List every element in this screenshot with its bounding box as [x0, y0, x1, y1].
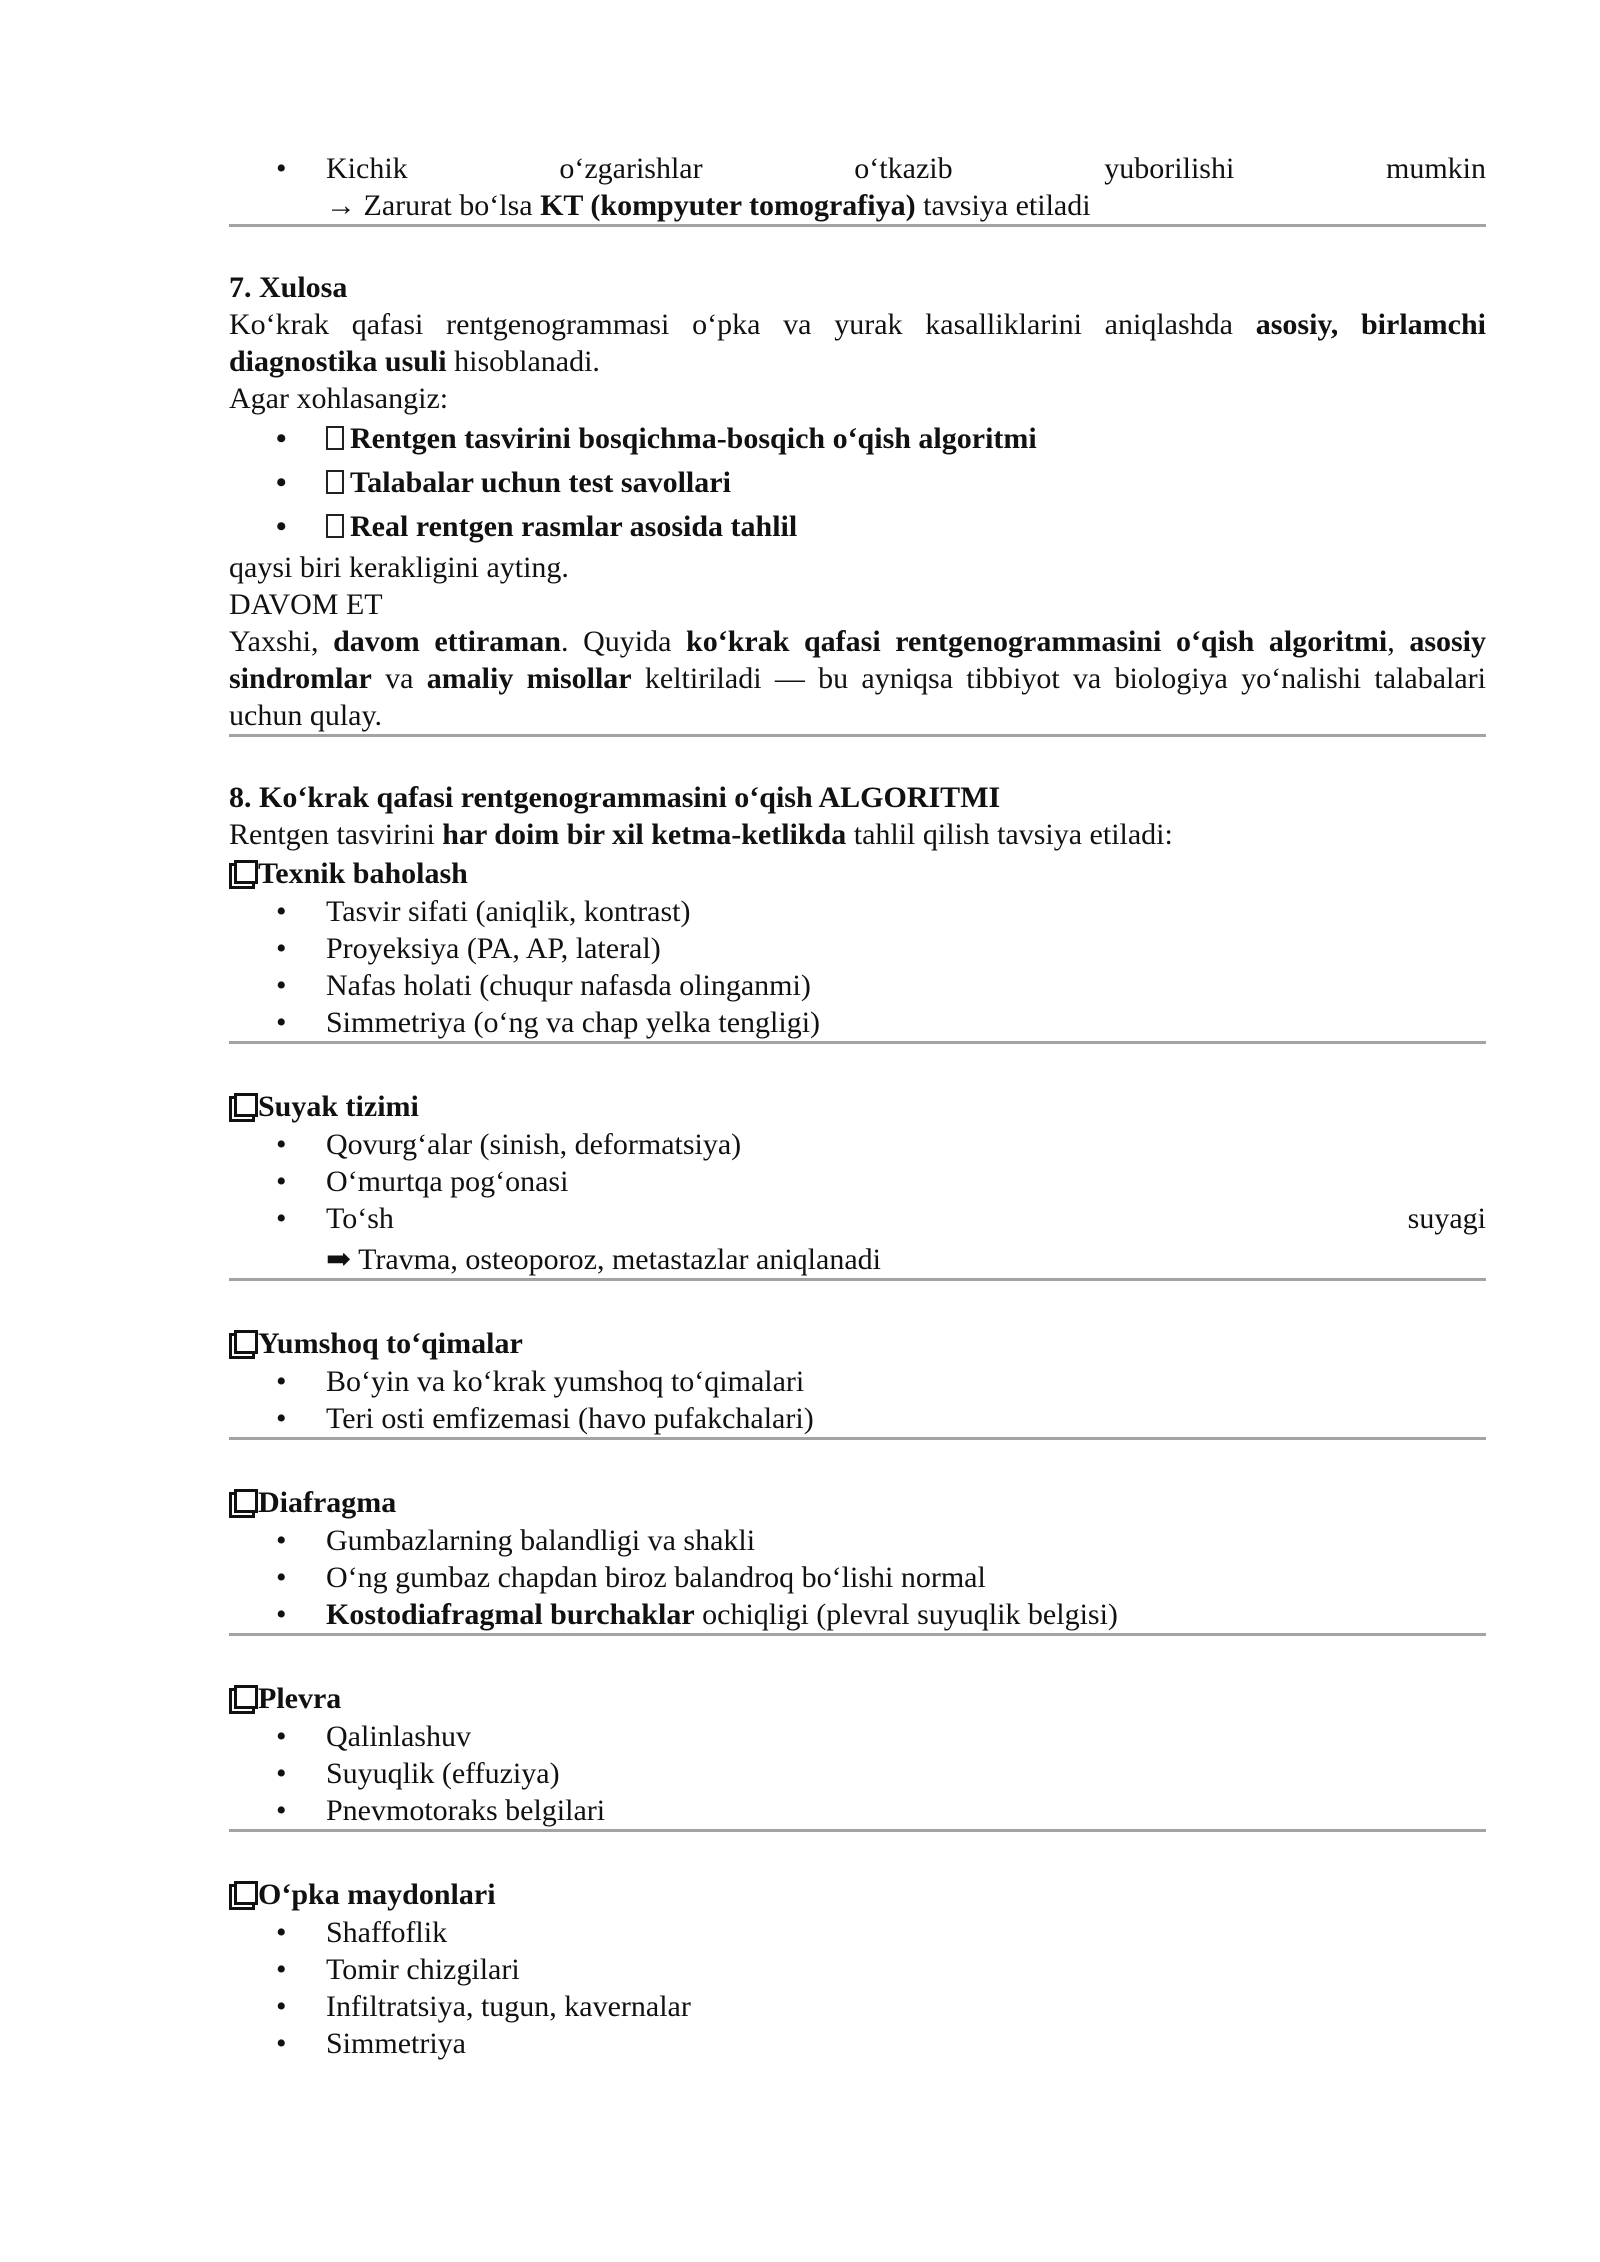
list-item: • To‘sh suyagi ➡ Travma, osteoporoz, metastazlar aniqlanadi — [276, 1202, 1486, 1276]
horizontal-rule — [229, 1633, 1486, 1636]
subsection-title-diafragma: Diafragma — [229, 1482, 1486, 1522]
word: Kichik — [326, 152, 408, 185]
list-item: • Teri osti emfizemasi (havo pufakchalari) — [276, 1402, 814, 1435]
keycap-number-icon — [229, 1881, 256, 1908]
options-list — [229, 417, 1486, 549]
list-item: • Qalinlashuv — [276, 1720, 471, 1753]
list-item: • Bo‘yin va ko‘krak yumshoq to‘qimalari — [276, 1365, 805, 1398]
list-item: • Tomir chizgilari — [276, 1953, 520, 1986]
texnik-list — [229, 893, 1486, 1041]
horizontal-rule — [229, 1278, 1486, 1281]
list-item: • Qovurg‘alar (sinish, deformatsiya) — [276, 1128, 742, 1161]
bullet: • — [276, 152, 287, 185]
list-item: • Infiltratsiya, tugun, kavernalar — [276, 1990, 691, 2023]
list-item: • Tasvir sifati (aniqlik, kontrast) — [276, 895, 691, 928]
horizontal-rule — [229, 1829, 1486, 1832]
list-item: • O‘ng gumbaz chapdan biroz balandroq bo‘lishi normal — [276, 1561, 986, 1594]
xulosa-paragraph: Ko‘krak qafasi rentgenogrammasi o‘pka va yurak kasalliklarini aniqlashda asosiy, birlamchi diagnostika usuli hisoblanadi. — [229, 308, 1486, 378]
document-page — [229, 150, 1486, 2062]
subsection-title-plevra: Plevra — [229, 1678, 1486, 1718]
justified-line — [326, 150, 1486, 187]
ask-line: qaysi biri kerakligini ayting. — [229, 551, 569, 584]
horizontal-rule — [229, 1041, 1486, 1044]
keycap-number-icon — [229, 1685, 256, 1712]
list-item: • Proyeksiya (PA, AP, lateral) — [276, 932, 661, 965]
opka-list — [229, 1914, 1486, 2062]
list-item: • Nafas holati (chuqur nafasda olinganmi) — [276, 969, 811, 1002]
continuation-line: → Zarurat bo‘lsa KT (kompyuter tomografiya) tavsiya etiladi — [326, 189, 1091, 222]
list-item — [229, 150, 1486, 224]
keycap-number-icon — [229, 860, 256, 887]
section-heading-xulosa: 7. Xulosa — [229, 271, 348, 304]
list-item: • Shaffoflik — [276, 1916, 448, 1949]
list-item: • Kostodiafragmal burchaklar ochiqligi (plevral suyuqlik belgisi) — [276, 1598, 1118, 1631]
agar-line: Agar xohlasangiz: — [229, 382, 449, 415]
list-item: • Suyuqlik (effuziya) — [276, 1757, 560, 1790]
horizontal-rule — [229, 734, 1486, 737]
subsection-title-yumshoq: Yumshoq to‘qimalar — [229, 1323, 1486, 1363]
subsection-title-opka: O‘pka maydonlari — [229, 1874, 1486, 1914]
subsection-title-suyak: Suyak tizimi — [229, 1086, 1486, 1126]
top-bullet-list — [229, 150, 1486, 224]
subsection-title-texnik: Texnik baholash — [229, 853, 1486, 893]
yumshoq-list — [229, 1363, 1486, 1437]
word: yuborilishi — [1104, 152, 1235, 185]
diafragma-list — [229, 1522, 1486, 1633]
list-item: • Real rentgen rasmlar asosida tahlil — [276, 510, 798, 543]
keycap-number-icon — [229, 1330, 256, 1357]
list-item: • Simmetriya (o‘ng va chap yelka tengligi) — [276, 1006, 821, 1039]
list-item: • Pnevmotoraks belgilari — [276, 1794, 606, 1827]
davom-line: DAVOM ET — [229, 588, 383, 621]
algoritm-intro: Rentgen tasvirini har doim bir xil ketma-ketlikda tahlil qilish tavsiya etiladi: — [229, 818, 1173, 851]
list-item: • Simmetriya — [276, 2027, 466, 2060]
continuation-line: ➡ Travma, osteoporoz, metastazlar aniqlanadi — [326, 1243, 881, 1276]
missing-glyph-icon — [326, 514, 344, 538]
word: mumkin — [1385, 152, 1486, 185]
keycap-number-icon — [229, 1093, 256, 1120]
horizontal-rule — [229, 224, 1486, 227]
plevra-list — [229, 1718, 1486, 1829]
word: o‘zgarishlar — [559, 152, 703, 185]
missing-glyph-icon — [326, 426, 344, 450]
list-item: • O‘murtqa pog‘onasi — [276, 1165, 569, 1198]
list-item: • Talabalar uchun test savollari — [276, 466, 731, 499]
suyak-list — [229, 1126, 1486, 1278]
justified-line: To‘sh suyagi — [326, 1202, 1486, 1235]
keycap-number-icon — [229, 1489, 256, 1516]
missing-glyph-icon — [326, 470, 344, 494]
section-heading-algoritm: 8. Ko‘krak qafasi rentgenogrammasini o‘qish ALGORITMI — [229, 781, 1001, 814]
intro-paragraph: Yaxshi, davom ettiraman. Quyida ko‘krak qafasi rentgenogrammasini o‘qish algoritmi, asosiy sindromlar va amaliy misollar keltiriladi — bu ayniqsa tibbiyot va biologiya yo‘nalishi talabalari uchun qulay. — [229, 625, 1487, 732]
horizontal-rule — [229, 1437, 1486, 1440]
word: o‘tkazib — [854, 152, 953, 185]
list-item: • Rentgen tasvirini bosqichma-bosqich o‘qish algoritmi — [276, 422, 1037, 455]
list-item: • Gumbazlarning balandligi va shakli — [276, 1524, 756, 1557]
